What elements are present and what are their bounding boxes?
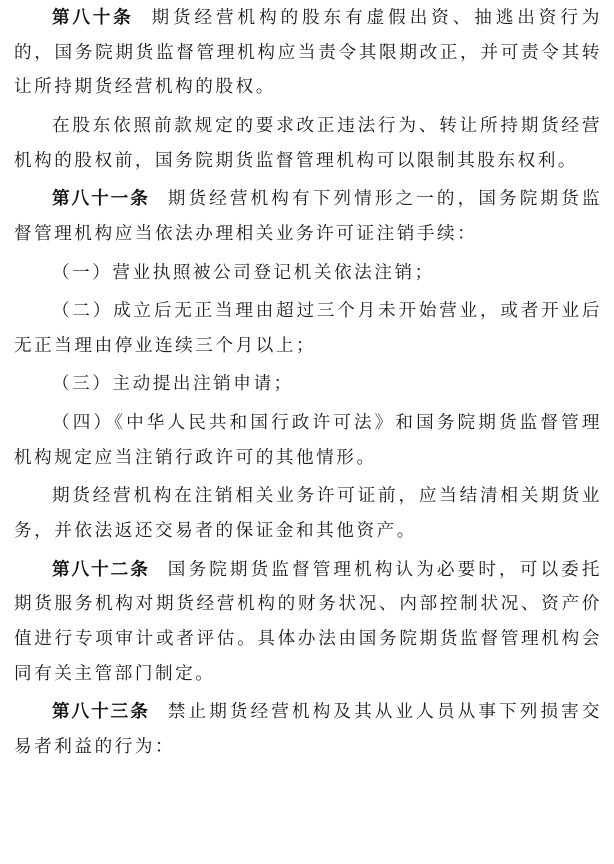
paragraph-text: （一）营业执照被公司登记机关依法注销；	[52, 262, 435, 283]
article-heading: 第八十一条	[52, 189, 150, 210]
article-heading: 第八十三条	[52, 702, 150, 723]
list-item	[14, 406, 602, 475]
paragraph-text: 禁止期货经营机构及其从业人员从事下列损害交易者利益的行为：	[14, 702, 602, 758]
paragraph-text: （三）主动提出注销申请；	[52, 374, 294, 395]
list-item	[14, 367, 602, 402]
paragraph	[14, 479, 602, 548]
paragraph-article-83	[14, 695, 602, 764]
list-item	[14, 294, 602, 363]
document-page	[14, 0, 602, 765]
paragraph-text: 在股东依照前款规定的要求改正违法行为、转让所持期货经营机构的股权前，国务院期货监督管理机构可以限制其股东权利。	[14, 116, 602, 171]
paragraph-text: 国务院期货监督管理机构认为必要时，可以委托期货服务机构对期货经营机构的财务状况、内部控制状况、资产价值进行专项审计或者评估。具体办法由国务院期货监督管理机构会同有关主管部门制定。	[14, 559, 602, 684]
paragraph-text: （四）《中华人民共和国行政许可法》和国务院期货监督管理机构规定应当注销行政许可的其他情形。	[14, 413, 602, 468]
paragraph-text: 期货经营机构的股东有虚假出资、抽逃出资行为的，国务院期货监督管理机构应当责令其限期改正，并可责令其转让所持期货经营机构的股权。	[14, 8, 602, 98]
paragraph	[14, 109, 602, 178]
paragraph-article-82	[14, 553, 602, 692]
list-item	[14, 256, 602, 291]
paragraph-text: 期货经营机构在注销相关业务许可证前，应当结清相关期货业务，并依法返还交易者的保证金和其他资产。	[14, 486, 602, 542]
article-heading: 第八十二条	[52, 559, 150, 580]
paragraph-article-80	[14, 1, 602, 105]
paragraph-article-81	[14, 182, 602, 251]
paragraph-text: （二）成立后无正当理由超过三个月未开始营业，或者开业后无正当理由停业连续三个月以上；	[14, 301, 602, 356]
paragraph-text: 期货经营机构有下列情形之一的，国务院期货监督管理机构应当依法办理相关业务许可证注销手续：	[14, 189, 602, 244]
article-heading: 第八十条	[52, 8, 134, 28]
